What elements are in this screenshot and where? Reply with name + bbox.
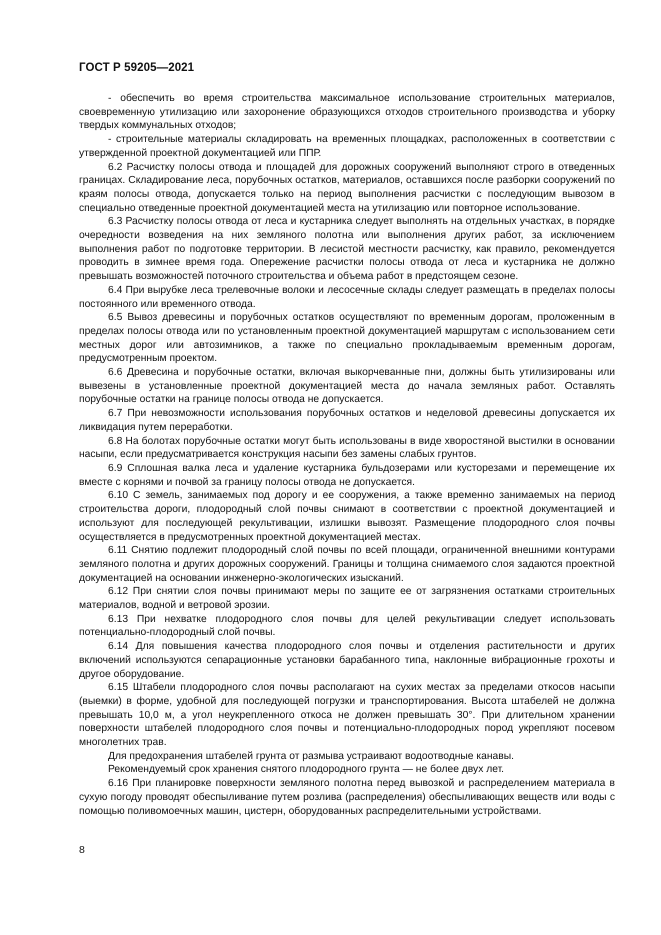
- paragraph: 6.12 При снятии слоя почвы принимают меры по защите ее от загрязнения остатками строительных материалов, водной и ветровой эрозии.: [79, 586, 615, 612]
- page-number: 8: [79, 844, 85, 856]
- paragraph: 6.7 При невозможности использования порубочных остатков и неделовой древесины допускается их ликвидация путем переработки.: [79, 408, 615, 433]
- document-body: [79, 92, 615, 818]
- paragraph: Рекомендуемый срок хранения снятого плодородного грунта — не более двух лет.: [108, 764, 505, 776]
- paragraph: - обеспечить во время строительства максимальное использование строительных материалов, своевременную утилизацию или захоронение образующихся отходов строительного производства и уборку твердых коммунальных отходов;: [79, 93, 615, 132]
- paragraph: 6.8 На болотах порубочные остатки могут быть использованы в виде хворостяной выстилки в основании насыпи, если предусматривается конструкция насыпи без замены слабых грунтов.: [79, 435, 615, 461]
- paragraph: 6.3 Расчистку полосы отвода от леса и кустарника следует выполнять на отдельных участках, в порядке очередности возведения на них земляного полотна или выполнения других работ, за исключением выполнения работ по подготовке территории. В лесистой местности расчистку, как правило, рекомендуется проводить в зимнее время года. Опережение расчистки полосы отвода от леса и кустарника не должно превышать возможностей поточного строительства и объема работ в предстоящем сезоне.: [79, 216, 615, 283]
- paragraph: 6.14 Для повышения качества плодородного слоя почвы и отделения растительности и других включений используются сепарационные установки барабанного типа, наклонные вибрационные грохоты и другое оборудование.: [79, 641, 615, 680]
- paragraph: 6.13 При нехватке плодородного слоя почвы для целей рекультивации следует использовать потенциально-плодородный слой почвы.: [79, 613, 615, 639]
- paragraph: 6.6 Древесина и порубочные остатки, включая выкорчеванные пни, должны быть утилизированы или вывезены в установленные проектной документацией места до начала земляных работ. Оставлять порубочные остатки на границе полосы отвода не допускается.: [79, 367, 615, 406]
- paragraph: 6.10 С земель, занимаемых под дорогу и ее сооружения, а также временно занимаемых на период строительства дороги, плодородный слой почвы снимают в соответствии с проектной документацией и используют для последующей рекультивации, излишки вывозят. Размещение плодородного слоя почвы осуществляется в предусмотренных проектной документацией местах.: [79, 490, 615, 543]
- paragraph: 6.2 Расчистку полосы отвода и площадей для дорожных сооружений выполняют строго в отведенных границах. Складирование леса, порубочных остатков, материалов, оставшихся после разборки сооружений по краям полосы отвода, допускается только на период выполнения расчистки с последующим вывозом в специально отведенные проектной документацией места на утилизацию или повторное использование.: [79, 161, 615, 214]
- paragraph: 6.15 Штабели плодородного слоя почвы располагают на сухих местах за пределами откосов насыпи (выемки) в форме, удобной для последующей погрузки и транспортирования. Высота штабелей не должна превышать 10,0 м, а угол неукрепленного откоса не должен превышать 30°. При длительном хранении поверхности штабелей плодородного слоя почвы и потенциально-плодородных пород укрепляют посевом многолетних трав.: [79, 682, 615, 749]
- document-header: ГОСТ Р 59205—2021: [79, 62, 195, 74]
- paragraph: 6.4 При вырубке леса трелевочные волоки и лесосечные склады следует размещать в пределах полосы постоянного или временного отвода.: [79, 284, 615, 310]
- paragraph: Для предохранения штабелей грунта от размыва устраивают водоотводные канавы.: [108, 750, 514, 762]
- paragraph: 6.9 Сплошная валка леса и удаление кустарника бульдозерами или кусторезами и перемещение их вместе с корнями и почвой за границу полосы отвода не допускается.: [79, 462, 615, 488]
- paragraph: 6.11 Снятию подлежит плодородный слой почвы по всей площади, ограниченной внешними контурами земляного полотна и других дорожных сооружений. Границы и толщина снимаемого слоя задаются проектной документацией на основании инженерно-экологических изысканий.: [79, 545, 615, 584]
- paragraph: 6.5 Вывоз древесины и порубочных остатков осуществляют по временным дорогам, проложенным в пределах полосы отвода или по установленным проектной документацией маршрутам с использованием сети местных дорог или автозимников, а также по специально прокладываемым временным дорогам, предусмотренным проектом.: [79, 312, 615, 365]
- paragraph: 6.16 При планировке поверхности земляного полотна перед вывозкой и распределением материала в сухую погоду проводят обеспыливание путем розлива (распределения) обеспыливающих веществ или воды с помощью поливомоечных машин, цистерн, оборудованных распределительными устройствами.: [79, 778, 615, 817]
- paragraph: - строительные материалы складировать на временных площадках, расположенных в соответствии с утвержденной проектной документацией или ППР.: [79, 134, 615, 159]
